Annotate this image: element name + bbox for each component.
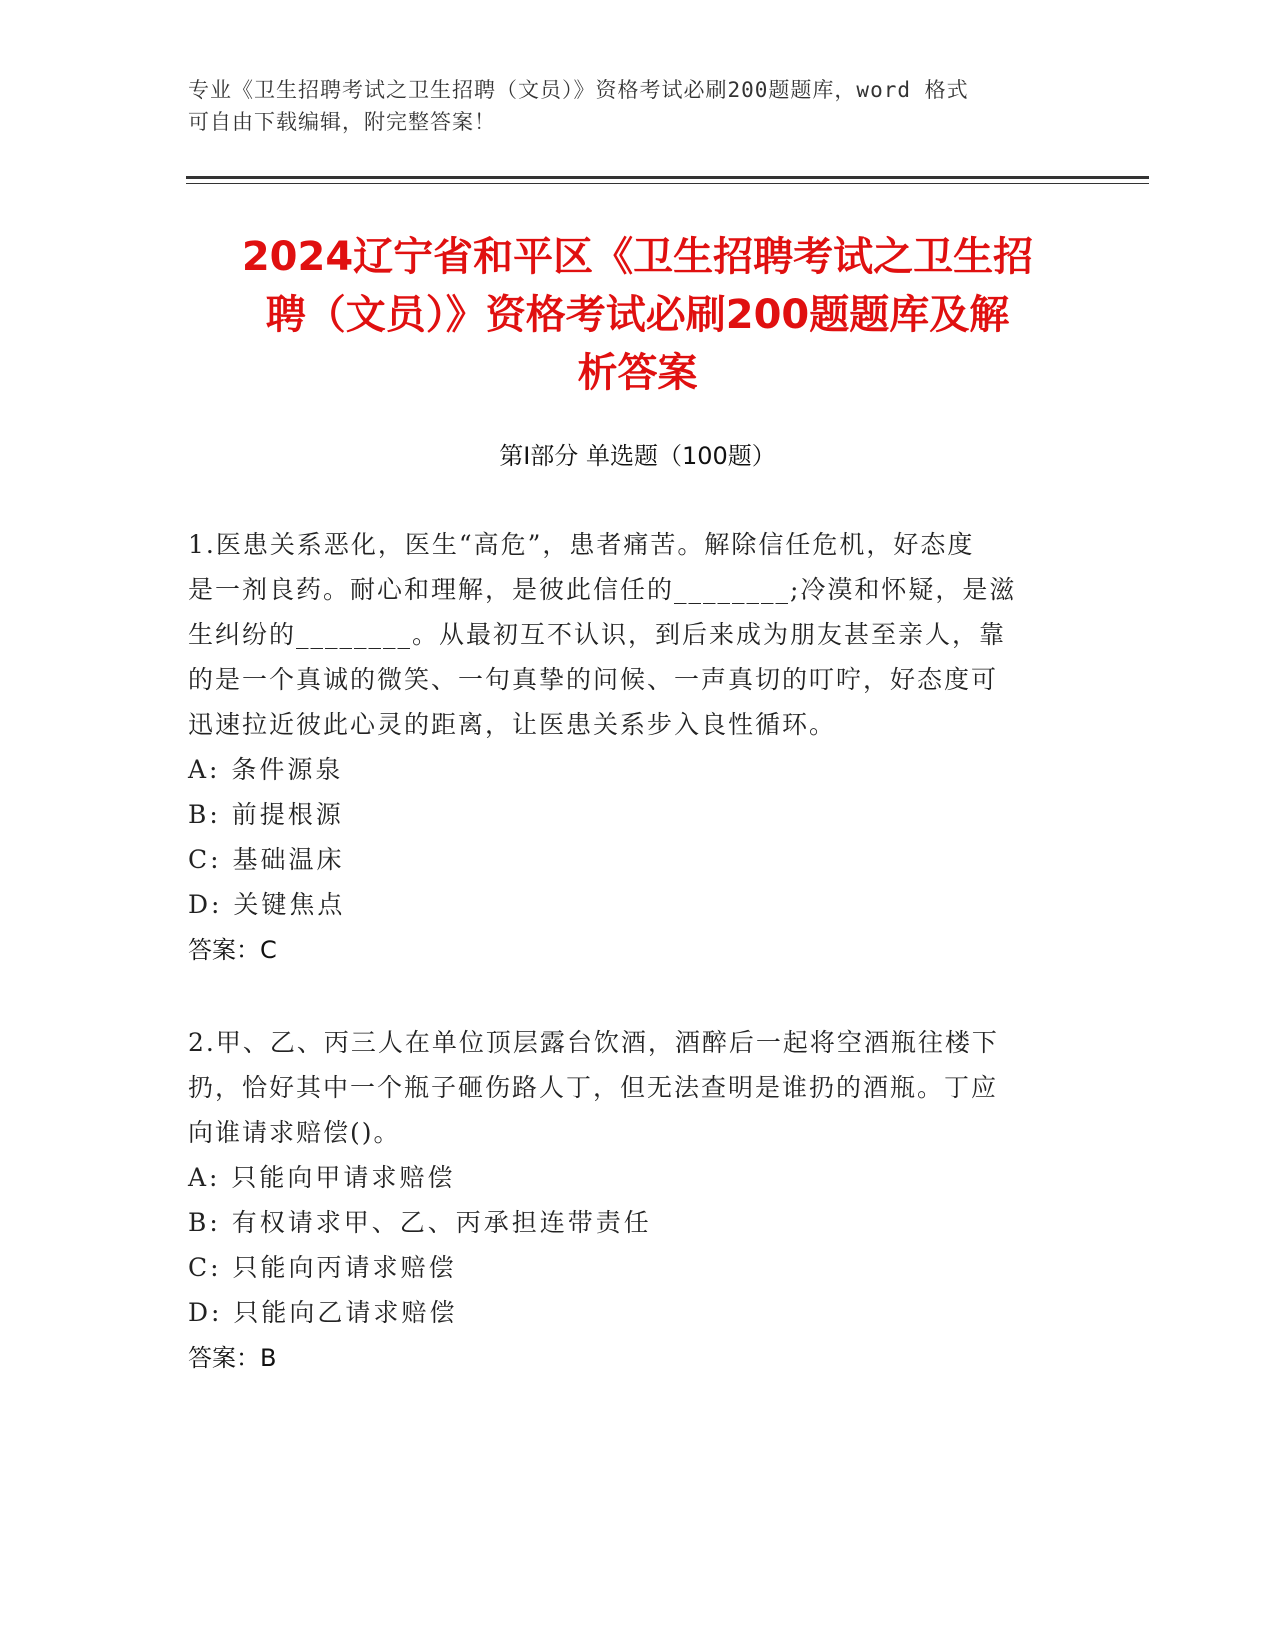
option-b: B: 有权请求甲、乙、丙承担连带责任 <box>188 1208 652 1237</box>
question-stem-line: 2.甲、乙、丙三人在单位顶层露台饮酒，酒醉后一起将空酒瓶往楼下 <box>188 1028 999 1057</box>
header-divider-thin <box>186 183 1149 184</box>
header-note-line-2: 可自由下载编辑，附完整答案！ <box>188 110 496 134</box>
question-2 <box>188 1020 1068 1381</box>
question-stem-line: 迅速拉近彼此心灵的距离，让医患关系步入良性循环。 <box>188 710 837 739</box>
answer-key: 答案：B <box>188 1344 277 1372</box>
document-title-line-1: 2024辽宁省和平区《卫生招聘考试之卫生招 <box>241 234 1034 280</box>
header-divider-thick <box>186 176 1149 179</box>
answer-key: 答案：C <box>188 936 277 964</box>
question-stem-line: 1.医患关系恶化，医生“高危”，患者痛苦。解除信任危机，好态度 <box>188 530 975 559</box>
option-b: B: 前提根源 <box>188 800 344 829</box>
question-stem-line: 的是一个真诚的微笑、一句真挚的问候、一声真切的叮咛，好态度可 <box>188 665 999 694</box>
document-title <box>170 228 1105 402</box>
option-a: A: 条件源泉 <box>188 755 344 784</box>
option-c: C: 只能向丙请求赔偿 <box>188 1253 457 1282</box>
section-title: 第Ⅰ部分 单选题（100题） <box>499 442 776 470</box>
document-title-line-2: 聘（文员）》资格考试必刷200题题库及解 <box>265 292 1010 338</box>
question-stem-line: 扔，恰好其中一个瓶子砸伤路人丁，但无法查明是谁扔的酒瓶。丁应 <box>188 1073 999 1102</box>
option-a: A: 只能向甲请求赔偿 <box>188 1163 456 1192</box>
option-c: C: 基础温床 <box>188 845 345 874</box>
document-title-line-3: 析答案 <box>577 350 698 396</box>
question-stem-line: 向谁请求赔偿()。 <box>188 1118 401 1147</box>
header-note-line-1: 专业《卫生招聘考试之卫生招聘（文员）》资格考试必刷200题题库，word 格式 <box>188 78 969 102</box>
option-d: D: 关键焦点 <box>188 890 346 919</box>
question-stem-line: 是一剂良药。耐心和理解，是彼此信任的________;冷漠和怀疑，是滋 <box>188 575 1017 604</box>
question-1 <box>188 522 1068 973</box>
option-d: D: 只能向乙请求赔偿 <box>188 1298 458 1327</box>
question-stem-line: 生纠纷的________。从最初互不认识，到后来成为朋友甚至亲人，靠 <box>188 620 1007 649</box>
header-note <box>188 74 1088 138</box>
